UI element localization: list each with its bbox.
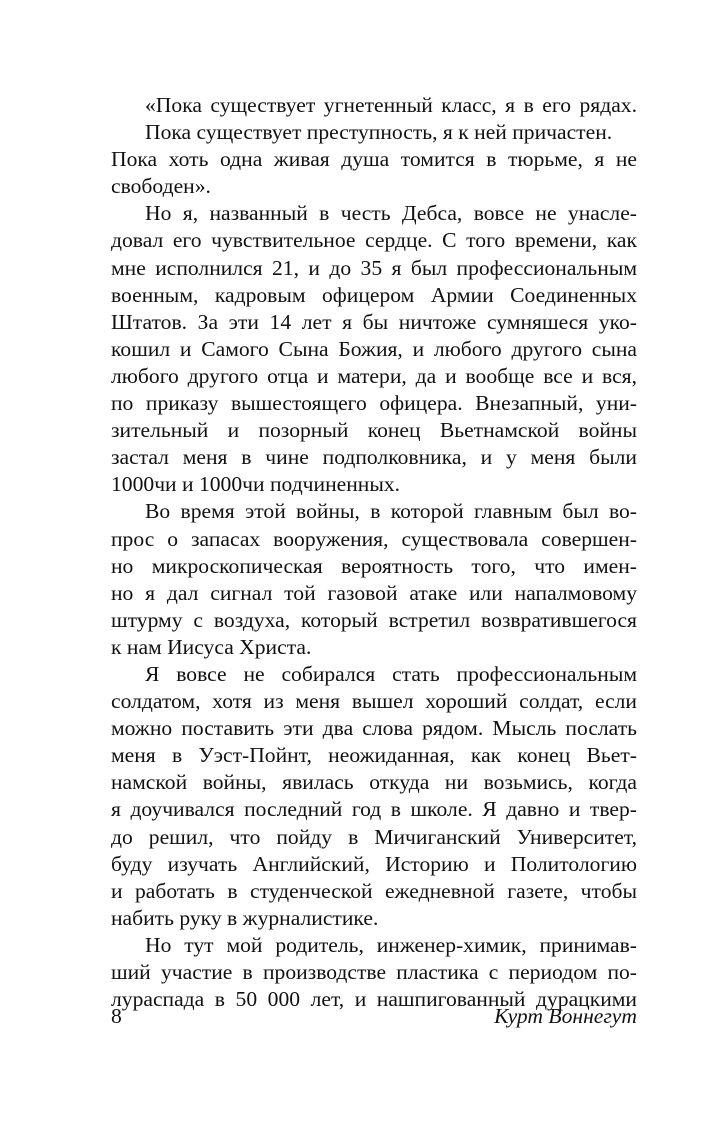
text-line: 1000чи и 1000чи подчиненных. xyxy=(111,472,401,497)
text-line: по приказу вышестоящего офицера. Внезапный, уни- xyxy=(111,391,637,416)
page-number: 8 xyxy=(111,1004,122,1028)
running-title: Курт Воннегут xyxy=(494,1004,637,1028)
text-line: лураспада в 50 000 лет, и нашпигованный дурацкими xyxy=(111,987,637,1012)
text-line: свободен». xyxy=(111,174,211,199)
text-line: меня в Уэст-Пойнт, неожиданная, как конец Вьет- xyxy=(111,743,637,768)
text-line: я доучивался последний год в школе. Я давно и твер- xyxy=(111,797,637,822)
text-line: кошил и Самого Сына Божия, и любого другого сына xyxy=(111,336,637,361)
text-line: ший участие в производстве пластика с периодом по- xyxy=(111,960,637,984)
text-line: но микроскопическая вероятность того, что имен- xyxy=(111,553,637,578)
text-line: Пока существует преступность, я к ней причастен. xyxy=(145,120,613,145)
page-footer xyxy=(111,1004,637,1034)
text-line: застал меня в чине подполковника, и у меня были xyxy=(111,445,637,470)
text-line: намской войны, явилась откуда ни возьмись, когда xyxy=(111,770,637,795)
text-line: буду изучать Английский, Историю и Политологию xyxy=(111,851,637,876)
text-line: мне исполнился 21, и до 35 я был профессиональным xyxy=(111,255,637,280)
text-line: набить руку в журналистике. xyxy=(111,905,379,930)
text-line: штурму с воздуха, который встретил возвратившегося xyxy=(111,607,637,632)
text-line: к нам Иисуса Христа. xyxy=(111,634,312,659)
text-line: Штатов. За эти 14 лет я бы ничтоже сумняшеся уко- xyxy=(111,309,637,334)
text-line: довал его чувствительное сердце. С того времени, как xyxy=(111,228,637,253)
body-text xyxy=(111,92,637,1013)
text-line: и работать в студенческой ежедневной газете, чтобы xyxy=(111,878,637,903)
text-line: «Пока существует угнетенный класс, я в его рядах. xyxy=(145,93,637,117)
text-line: Пока хоть одна живая душа томится в тюрьме, я не xyxy=(111,147,637,172)
text-line: но я дал сигнал той газовой атаке или напалмовому xyxy=(111,580,637,605)
text-line: до решил, что пойду в Мичиганский Университет, xyxy=(111,824,637,849)
text-line: Но тут мой родитель, инженер-химик, принимав- xyxy=(145,932,637,957)
text-line: военным, кадровым офицером Армии Соединенных xyxy=(111,282,637,307)
text-line: можно поставить эти два слова рядом. Мысль послать xyxy=(111,716,637,741)
text-line: Я вовсе не собирался стать профессиональным xyxy=(145,661,637,686)
text-line: Но я, названный в честь Дебса, вовсе не унасле- xyxy=(145,201,637,226)
text-line: зительный и позорный конец Вьетнамской войны xyxy=(111,418,637,443)
text-line: любого другого отца и матери, да и вообще все и вся, xyxy=(111,363,637,388)
text-line: солдатом, хотя из меня вышел хороший солдат, если xyxy=(111,689,637,714)
text-line: Во время этой войны, в которой главным был во- xyxy=(145,499,637,524)
text-line: прос о запасах вооружения, существовала совершен- xyxy=(111,526,637,551)
